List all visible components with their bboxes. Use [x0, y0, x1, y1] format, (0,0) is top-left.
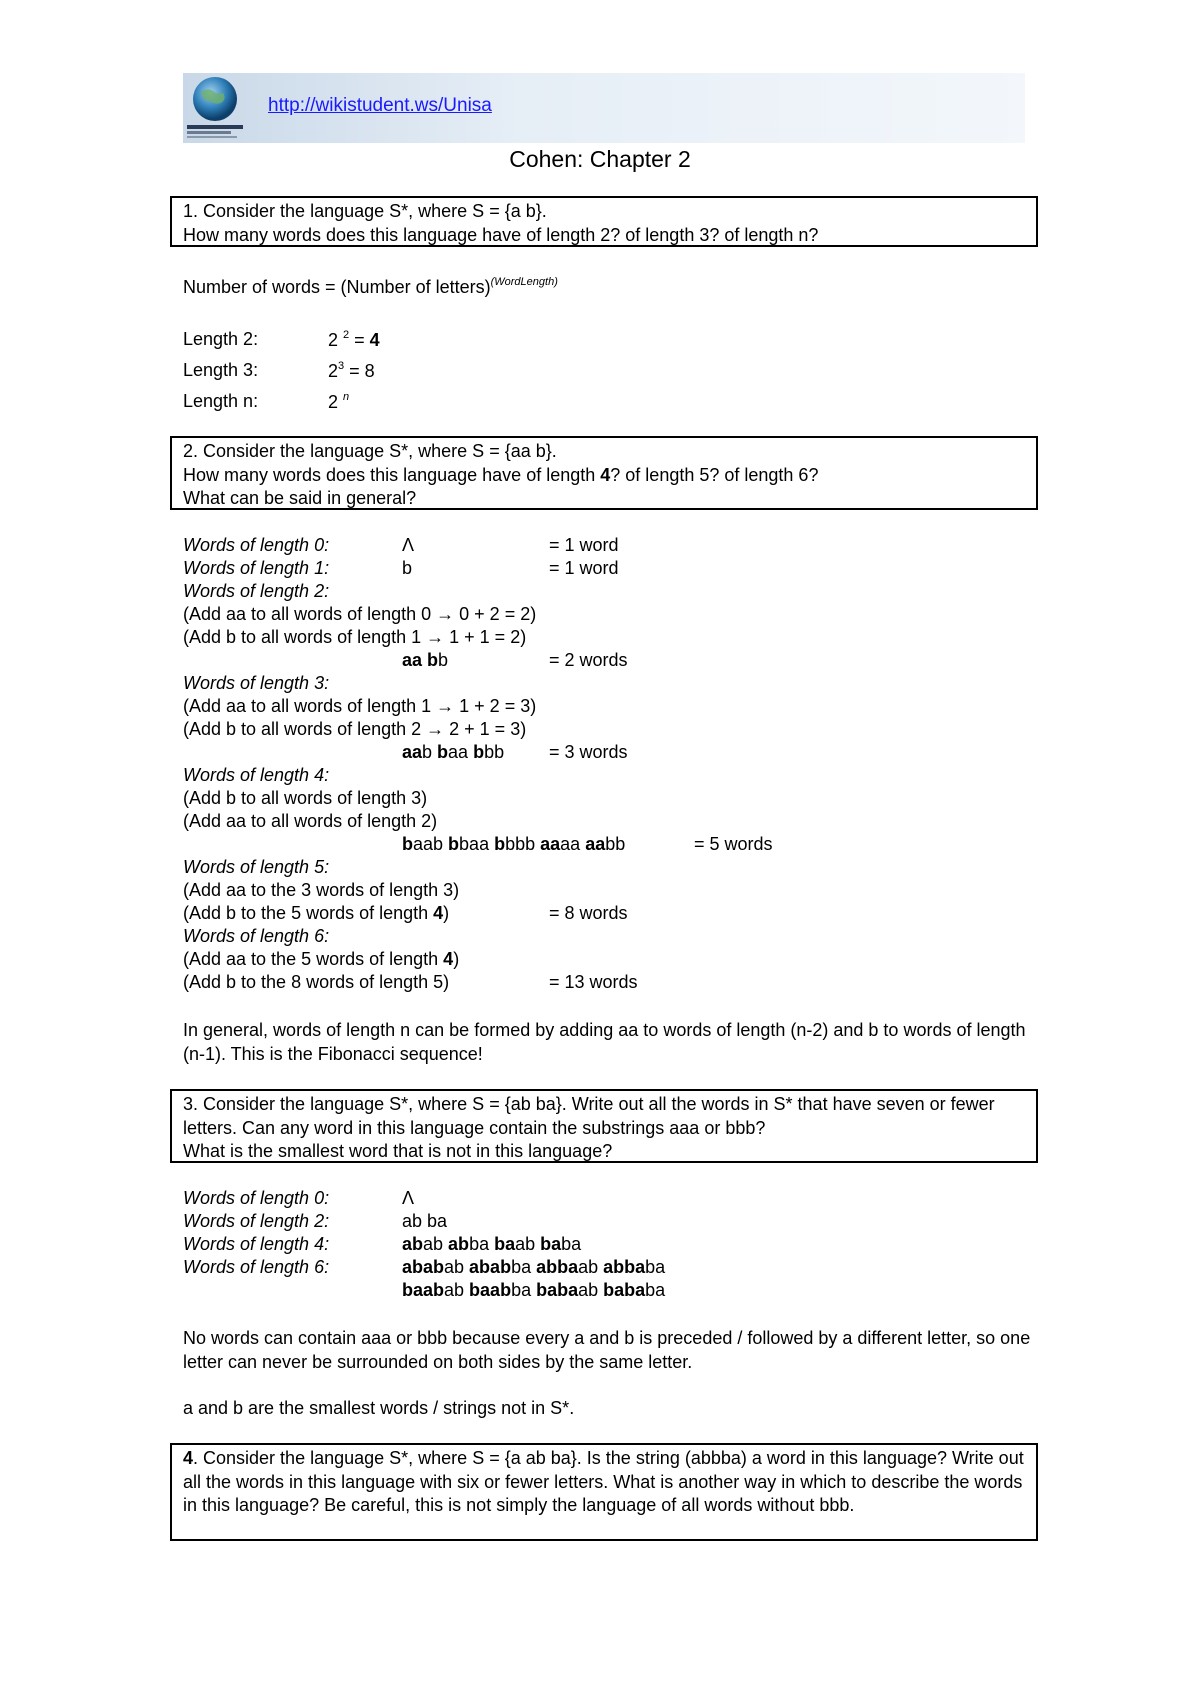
q3-len6-label: Words of length 6:: [183, 1257, 330, 1277]
q3-line1: 3. Consider the language S*, where S = {ab ba}. Write out all the words in S* that have seven or fewer letters. Can any word in this language contain the substrings aaa or bbb?: [183, 1094, 995, 1138]
q3-len4-label: Words of length 4:: [183, 1234, 330, 1254]
q1-row-length3-value: $2^3 = 8$: [328, 360, 375, 381]
q1-row-length3: Length 3:: [183, 360, 259, 380]
q3-smallest-text: a and b are the smallest words / strings not in S*.: [183, 1398, 575, 1418]
q2-general-text: In general, words of length n can be formed by adding aa to words of length (n-2) and b to words of length (n-1). This is the Fibonacci sequence!: [183, 1020, 1026, 1064]
q2-len3-step-b: (Add b to all words of length 2 → 2 + 1 = 3): [183, 719, 527, 739]
q2-len0-word: Λ: [402, 535, 415, 555]
q2-len2-words: aa bb: [402, 650, 449, 670]
q2-len6-step-a: (Add aa to the 5 words of length 4): [183, 949, 460, 969]
q1-row-length2-value: 2 $^2$ = 4: [328, 329, 380, 350]
header-banner: [183, 73, 1025, 143]
q1-formula: Number of words = (Number of letters)$^{(WordLength)}$: [183, 276, 558, 297]
q1-line1: 1. Consider the language S*, where S = {a b}.: [183, 201, 547, 221]
q2-len2-count: = 2 words: [549, 650, 628, 670]
q2-len4-words: baab bbaa bbbb aaaa aabb: [402, 834, 626, 854]
q2-line2: How many words does this language have of length 4? of length 5? of length 6?: [183, 464, 819, 485]
q2-len3-count: = 3 words: [549, 742, 628, 762]
q2-len2-label: Words of length 2:: [183, 581, 330, 601]
q1-row-lengthn-value: 2 $^n$: [328, 391, 350, 412]
page-title: Cohen: Chapter 2: [509, 146, 691, 172]
q3-no-words-text: No words can contain aaa or bbb because every a and b is preceded / followed by a different letter, so one letter can never be surrounded on both sides by the same letter.: [183, 1328, 1031, 1372]
question-3-box: [170, 1089, 1038, 1163]
q3-len4-words: abab abba baab baba: [402, 1234, 582, 1254]
q3-len6-words-1: ababab ababba abbaab abbaba: [402, 1257, 666, 1277]
q2-len2-step-b: (Add b to all words of length 1 → 1 + 1 = 2): [183, 627, 527, 647]
q2-line3: What can be said in general?: [183, 488, 417, 508]
q2-len0-count: = 1 word: [549, 535, 619, 555]
q1-row-lengthn: Length n:: [183, 391, 259, 411]
question-1-box: [170, 196, 1038, 247]
q2-len3-words: aab baa bbb: [402, 742, 505, 762]
q2-len4-label: Words of length 4:: [183, 765, 330, 785]
q1-line2: How many words does this language have of length 2? of length 3? of length n?: [183, 224, 819, 245]
q3-len6-words-2: baabab baabba babaab bababa: [402, 1280, 666, 1300]
q4-text: 4. Consider the language S*, where S = {a ab ba}. Is the string (abbba) a word in this language? Write out all the words in this language with six or fewer letters. What is another way in which to describe the words in this language? Be careful, this is not simply the language of all words without bbb.: [183, 1448, 1024, 1515]
q2-len5-step-a: (Add aa to the 3 words of length 3): [183, 880, 460, 900]
q2-len1-count: = 1 word: [549, 558, 619, 578]
q3-len0-label: Words of length 0:: [183, 1188, 330, 1208]
q2-len3-step-a: (Add aa to all words of length 1 → 1 + 2 = 3): [183, 696, 537, 716]
q2-len5-label: Words of length 5:: [183, 857, 330, 877]
q2-len1-label: Words of length 1:: [183, 558, 330, 578]
q2-len6-count: = 13 words: [549, 972, 638, 992]
q2-len4-step-b: (Add aa to all words of length 2): [183, 811, 438, 831]
q2-len1-word: b: [402, 558, 413, 578]
question-2-box: [170, 436, 1038, 510]
q2-line1: 2. Consider the language S*, where S = {aa b}.: [183, 441, 557, 461]
q2-len5-count: = 8 words: [549, 903, 628, 923]
q3-len2-label: Words of length 2:: [183, 1211, 330, 1231]
q3-len2-words: ab ba: [402, 1211, 448, 1231]
wikistudent-link[interactable]: http://wikistudent.ws/Unisa: [268, 95, 492, 116]
q2-len0-label: Words of length 0:: [183, 535, 330, 555]
q1-row-length2: Length 2:: [183, 329, 259, 349]
globe-logo-icon: [183, 73, 247, 143]
q2-len4-count: = 5 words: [694, 834, 773, 854]
q2-len5-step-b: (Add b to the 5 words of length 4): [183, 903, 450, 923]
q2-len4-step-a: (Add b to all words of length 3): [183, 788, 428, 808]
q3-len0-words: Λ: [402, 1188, 415, 1208]
q2-len2-step-a: (Add aa to all words of length 0 → 0 + 2 = 2): [183, 604, 537, 624]
q2-len6-label: Words of length 6:: [183, 926, 330, 946]
question-4-box: [170, 1443, 1038, 1541]
q2-len6-step-b: (Add b to the 8 words of length 5): [183, 972, 450, 992]
q3-line2: What is the smallest word that is not in this language?: [183, 1141, 613, 1161]
q2-len3-label: Words of length 3:: [183, 673, 330, 693]
